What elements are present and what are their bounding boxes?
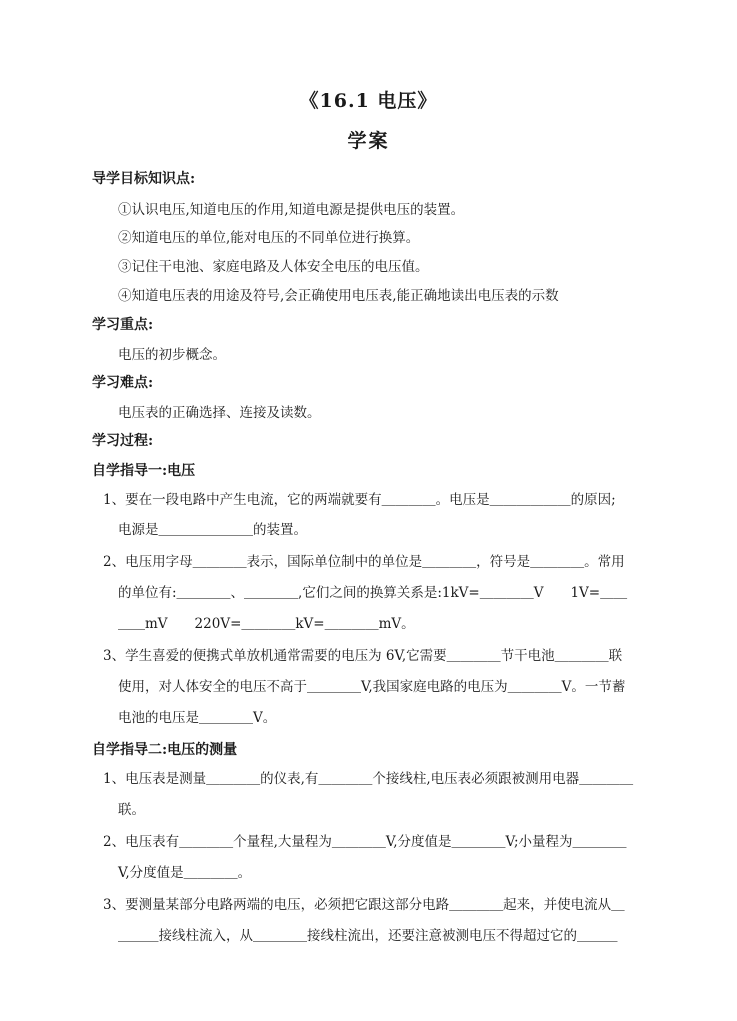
question-line: 2、电压用字母＿＿＿＿表示，国际单位制中的单位是＿＿＿＿，符号是＿＿＿＿。常用 — [103, 554, 625, 570]
section-heading: 自学指导二:电压的测量 — [92, 742, 238, 758]
paragraph-line: 电压表的正确选择、连接及读数。 — [118, 405, 321, 421]
question-line: ＿＿＿接线柱流入，从＿＿＿＿接线柱流出，还要注意被测电压不得超过它的＿＿＿ — [118, 928, 618, 944]
question-line: 联。 — [118, 802, 145, 818]
objective-item: ④知道电压表的用途及符号,会正确使用电压表,能正确地读出电压表的示数 — [118, 288, 559, 304]
section-heading: 自学指导一:电压 — [92, 463, 196, 479]
question-line: V,分度值是＿＿＿＿。 — [118, 865, 252, 881]
question-line: 3、要测量某部分电路两端的电压，必须把它跟这部分电路＿＿＿＿起来，并使电流从＿ — [103, 897, 625, 913]
objective-item: ①认识电压,知道电压的作用,知道电源是提供电压的装置。 — [118, 202, 465, 218]
document-subtitle: 学案 — [347, 130, 390, 152]
section-heading: 学习难点: — [92, 375, 154, 391]
question-line: 1、要在一段电路中产生电流，它的两端就要有＿＿＿＿。电压是＿＿＿＿＿＿的原因; — [103, 492, 616, 508]
objective-item: ②知道电压的单位,能对电压的不同单位进行换算。 — [118, 230, 420, 246]
question-line: 3、学生喜爱的便携式单放机通常需要的电压为 6V,它需要＿＿＿＿节干电池＿＿＿＿联 — [103, 648, 623, 664]
paragraph-line: 电压的初步概念。 — [118, 347, 226, 363]
question-line: 使用，对人体安全的电压不高于＿＿＿＿V,我国家庭电路的电压为＿＿＿＿V。一节蓄 — [118, 679, 626, 695]
question-line: 的单位有:＿＿＿＿、＿＿＿＿,它们之间的换算关系是:1kV=＿＿＿＿V 1V=＿＿ — [118, 585, 628, 601]
objective-item: ③记住干电池、家庭电路及人体安全电压的电压值。 — [118, 259, 429, 275]
question-line: 2、电压表有＿＿＿＿个量程,大量程为＿＿＿＿V,分度值是＿＿＿＿V;小量程为＿＿＿＿ — [103, 834, 627, 850]
section-heading: 导学目标知识点: — [92, 171, 196, 187]
question-line: 1、电压表是测量＿＿＿＿的仪表,有＿＿＿＿个接线柱,电压表必须跟被测用电器＿＿＿＿ — [103, 771, 634, 787]
question-line: ＿＿mV 220V=＿＿＿＿kV=＿＿＿＿mV。 — [118, 616, 415, 632]
question-line: 电源是＿＿＿＿＿＿＿的装置。 — [118, 522, 307, 538]
section-heading: 学习过程: — [92, 433, 154, 449]
section-heading: 学习重点: — [92, 317, 154, 333]
question-line: 电池的电压是＿＿＿＿V。 — [118, 710, 277, 726]
document-title: 《16.1 电压》 — [299, 90, 438, 112]
